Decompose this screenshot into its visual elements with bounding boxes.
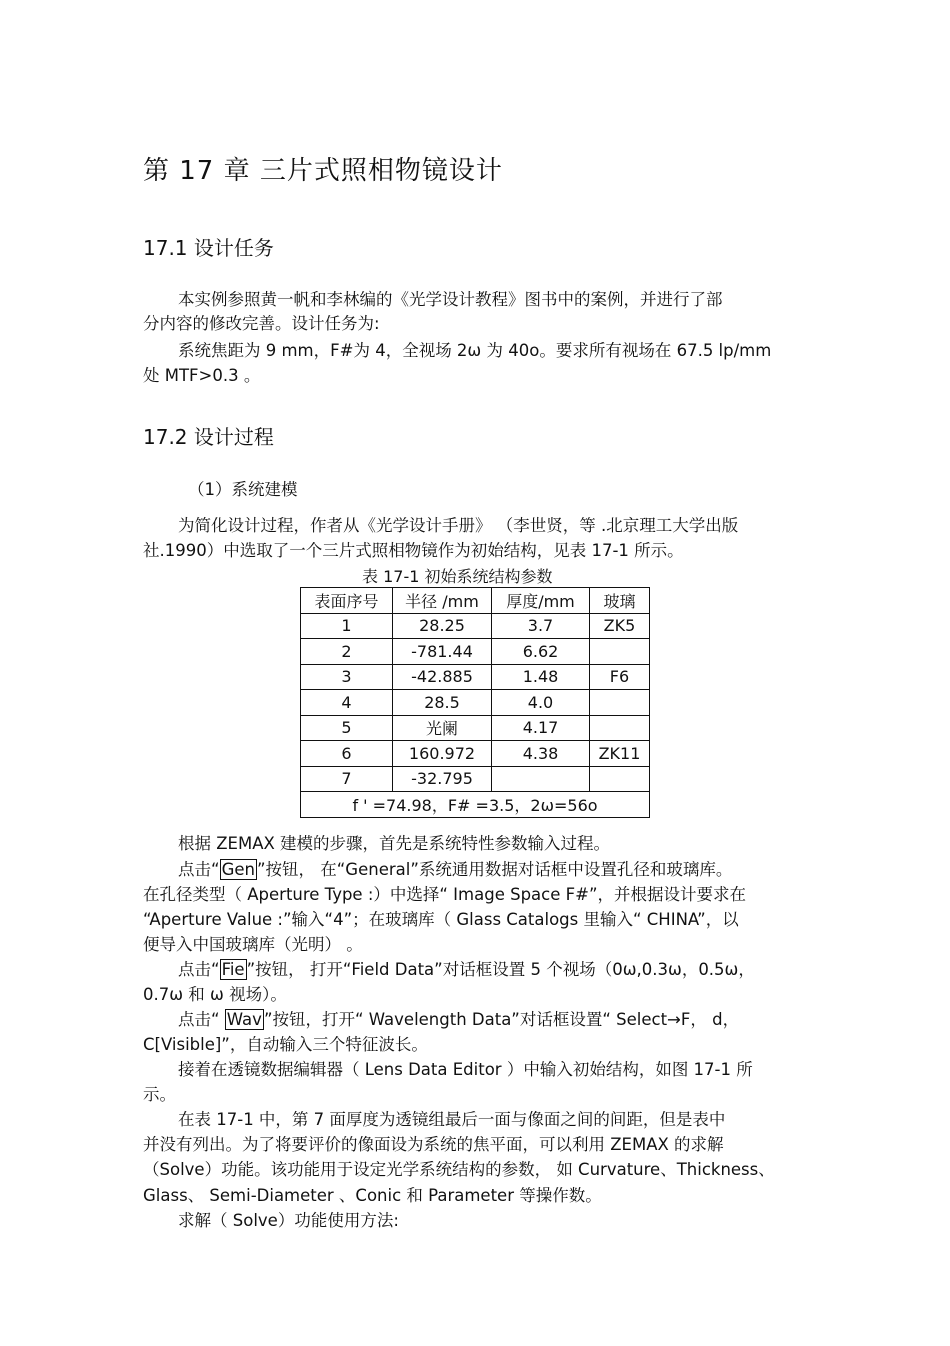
gen-suffix: ”按钮， 在“General”系统通用数据对话框中设置孔径和玻璃库。 [256, 860, 733, 879]
wav-line-2: C[Visible]”，自动输入三个特征波长。 [143, 1035, 428, 1054]
table-header-row [301, 588, 650, 614]
cell-glass [590, 690, 650, 716]
cell-radius: 28.5 [393, 690, 492, 716]
header-surface-no: 表面序号 [301, 588, 393, 614]
cell-thickness [492, 766, 590, 792]
cell-glass: ZK5 [590, 613, 650, 639]
intro-line-2: 分内容的修改完善。设计任务为: [143, 314, 380, 333]
cell-thickness: 6.62 [492, 639, 590, 665]
cell-surface: 1 [301, 613, 393, 639]
cell-surface: 2 [301, 639, 393, 665]
cell-radius: 光阑 [393, 715, 492, 741]
fie-prefix: 点击“ [178, 960, 220, 979]
table-caption: 表 17-1 初始系统结构参数 [362, 567, 553, 586]
cell-thickness: 4.0 [492, 690, 590, 716]
solve-usage-line: 求解（ Solve）功能使用方法: [178, 1211, 399, 1230]
cell-radius: -42.885 [393, 664, 492, 690]
table-footer-row [301, 792, 650, 818]
wav-button-label: Wav [226, 1010, 262, 1029]
cell-surface: 7 [301, 766, 393, 792]
wav-prefix: 点击“ [178, 1010, 225, 1029]
cell-thickness: 1.48 [492, 664, 590, 690]
table-row [301, 715, 650, 741]
header-radius: 半径 /mm [393, 588, 492, 614]
cell-thickness: 4.38 [492, 741, 590, 767]
table-note-line-2: 并没有列出。为了将要评价的像面设为系统的焦平面，可以利用 ZEMAX 的求解 [143, 1135, 724, 1154]
cell-surface: 5 [301, 715, 393, 741]
cell-surface: 4 [301, 690, 393, 716]
cell-glass [590, 766, 650, 792]
aperture-line-3: 便导入中国玻璃库（光明） 。 [143, 935, 363, 954]
table-row [301, 613, 650, 639]
aperture-line-1: 在孔径类型（ Aperture Type :）中选择“ Image Space F#”，并根据设计要求在 [143, 885, 746, 904]
intro-line-1: 本实例参照黄一帆和李林编的《光学设计教程》图书中的案例，并进行了部 [178, 290, 723, 309]
wav-line [178, 1008, 739, 1032]
cell-thickness: 4.17 [492, 715, 590, 741]
cell-surface: 3 [301, 664, 393, 690]
header-thickness: 厚度/mm [492, 588, 590, 614]
task-line-2: 处 MTF>0.3 。 [143, 366, 261, 385]
gen-prefix: 点击“ [178, 860, 220, 879]
gen-line [178, 858, 732, 882]
cell-glass [590, 715, 650, 741]
section-title-design-task: 17.1 设计任务 [143, 236, 274, 260]
gen-button-label: Gen [221, 860, 255, 879]
cell-radius: 28.25 [393, 613, 492, 639]
table-row [301, 690, 650, 716]
cell-glass [590, 639, 650, 665]
fie-button-label: Fie [221, 960, 245, 979]
table-note-line-4: Glass、 Semi-Diameter 、Conic 和 Parameter 等操作数。 [143, 1186, 602, 1205]
step-1-heading: （1）系统建模 [188, 480, 298, 499]
cell-radius: -32.795 [393, 766, 492, 792]
cell-glass: ZK11 [590, 741, 650, 767]
table-row [301, 766, 650, 792]
fie-line-2: 0.7ω 和 ω 视场）。 [143, 985, 287, 1004]
aperture-line-2: “Aperture Value :”输入“4”；在玻璃库（ Glass Catalogs 里输入“ CHINA”，以 [143, 910, 739, 929]
lde-line-1: 接着在透镜数据编辑器（ Lens Data Editor ）中输入初始结构，如图 17-1 所 [178, 1060, 753, 1079]
table-row [301, 741, 650, 767]
section-title-design-process: 17.2 设计过程 [143, 425, 274, 449]
fie-line [178, 958, 755, 982]
fie-suffix: ”按钮， 打开“Field Data”对话框设置 5 个视场（0ω,0.3ω，0.5ω， [246, 960, 755, 979]
table-note-line-1: 在表 17-1 中，第 7 面厚度为透镜组最后一面与像面之间的间距，但是表中 [178, 1110, 726, 1129]
lde-line-2: 示。 [143, 1085, 176, 1104]
table-row [301, 664, 650, 690]
task-line-1: 系统焦距为 9 mm，F#为 4，全视场 2ω 为 40o。要求所有视场在 67.5 lp/mm [178, 341, 772, 360]
simplify-line-2: 社.1990）中选取了一个三片式照相物镜作为初始结构，见表 17-1 所示。 [143, 541, 684, 560]
zemax-line-1: 根据 ZEMAX 建模的步骤，首先是系统特性参数输入过程。 [178, 834, 611, 853]
simplify-line-1: 为简化设计过程，作者从《光学设计手册》 （李世贤，等 .北京理工大学出版 [178, 516, 739, 535]
initial-structure-table [300, 587, 650, 818]
cell-glass: F6 [590, 664, 650, 690]
wav-suffix: ”按钮，打开“ Wavelength Data”对话框设置“ Select→F， d， [263, 1010, 740, 1029]
cell-radius: -781.44 [393, 639, 492, 665]
cell-thickness: 3.7 [492, 613, 590, 639]
cell-surface: 6 [301, 741, 393, 767]
table-footer: f ' =74.98，F# =3.5，2ω=56o [301, 792, 650, 818]
chapter-title: 第 17 章 三片式照相物镜设计 [143, 156, 503, 186]
cell-radius: 160.972 [393, 741, 492, 767]
table-note-line-3: （Solve）功能。该功能用于设定光学系统结构的参数， 如 Curvature、Thickness、 [143, 1160, 775, 1179]
header-glass: 玻璃 [590, 588, 650, 614]
table-row [301, 639, 650, 665]
